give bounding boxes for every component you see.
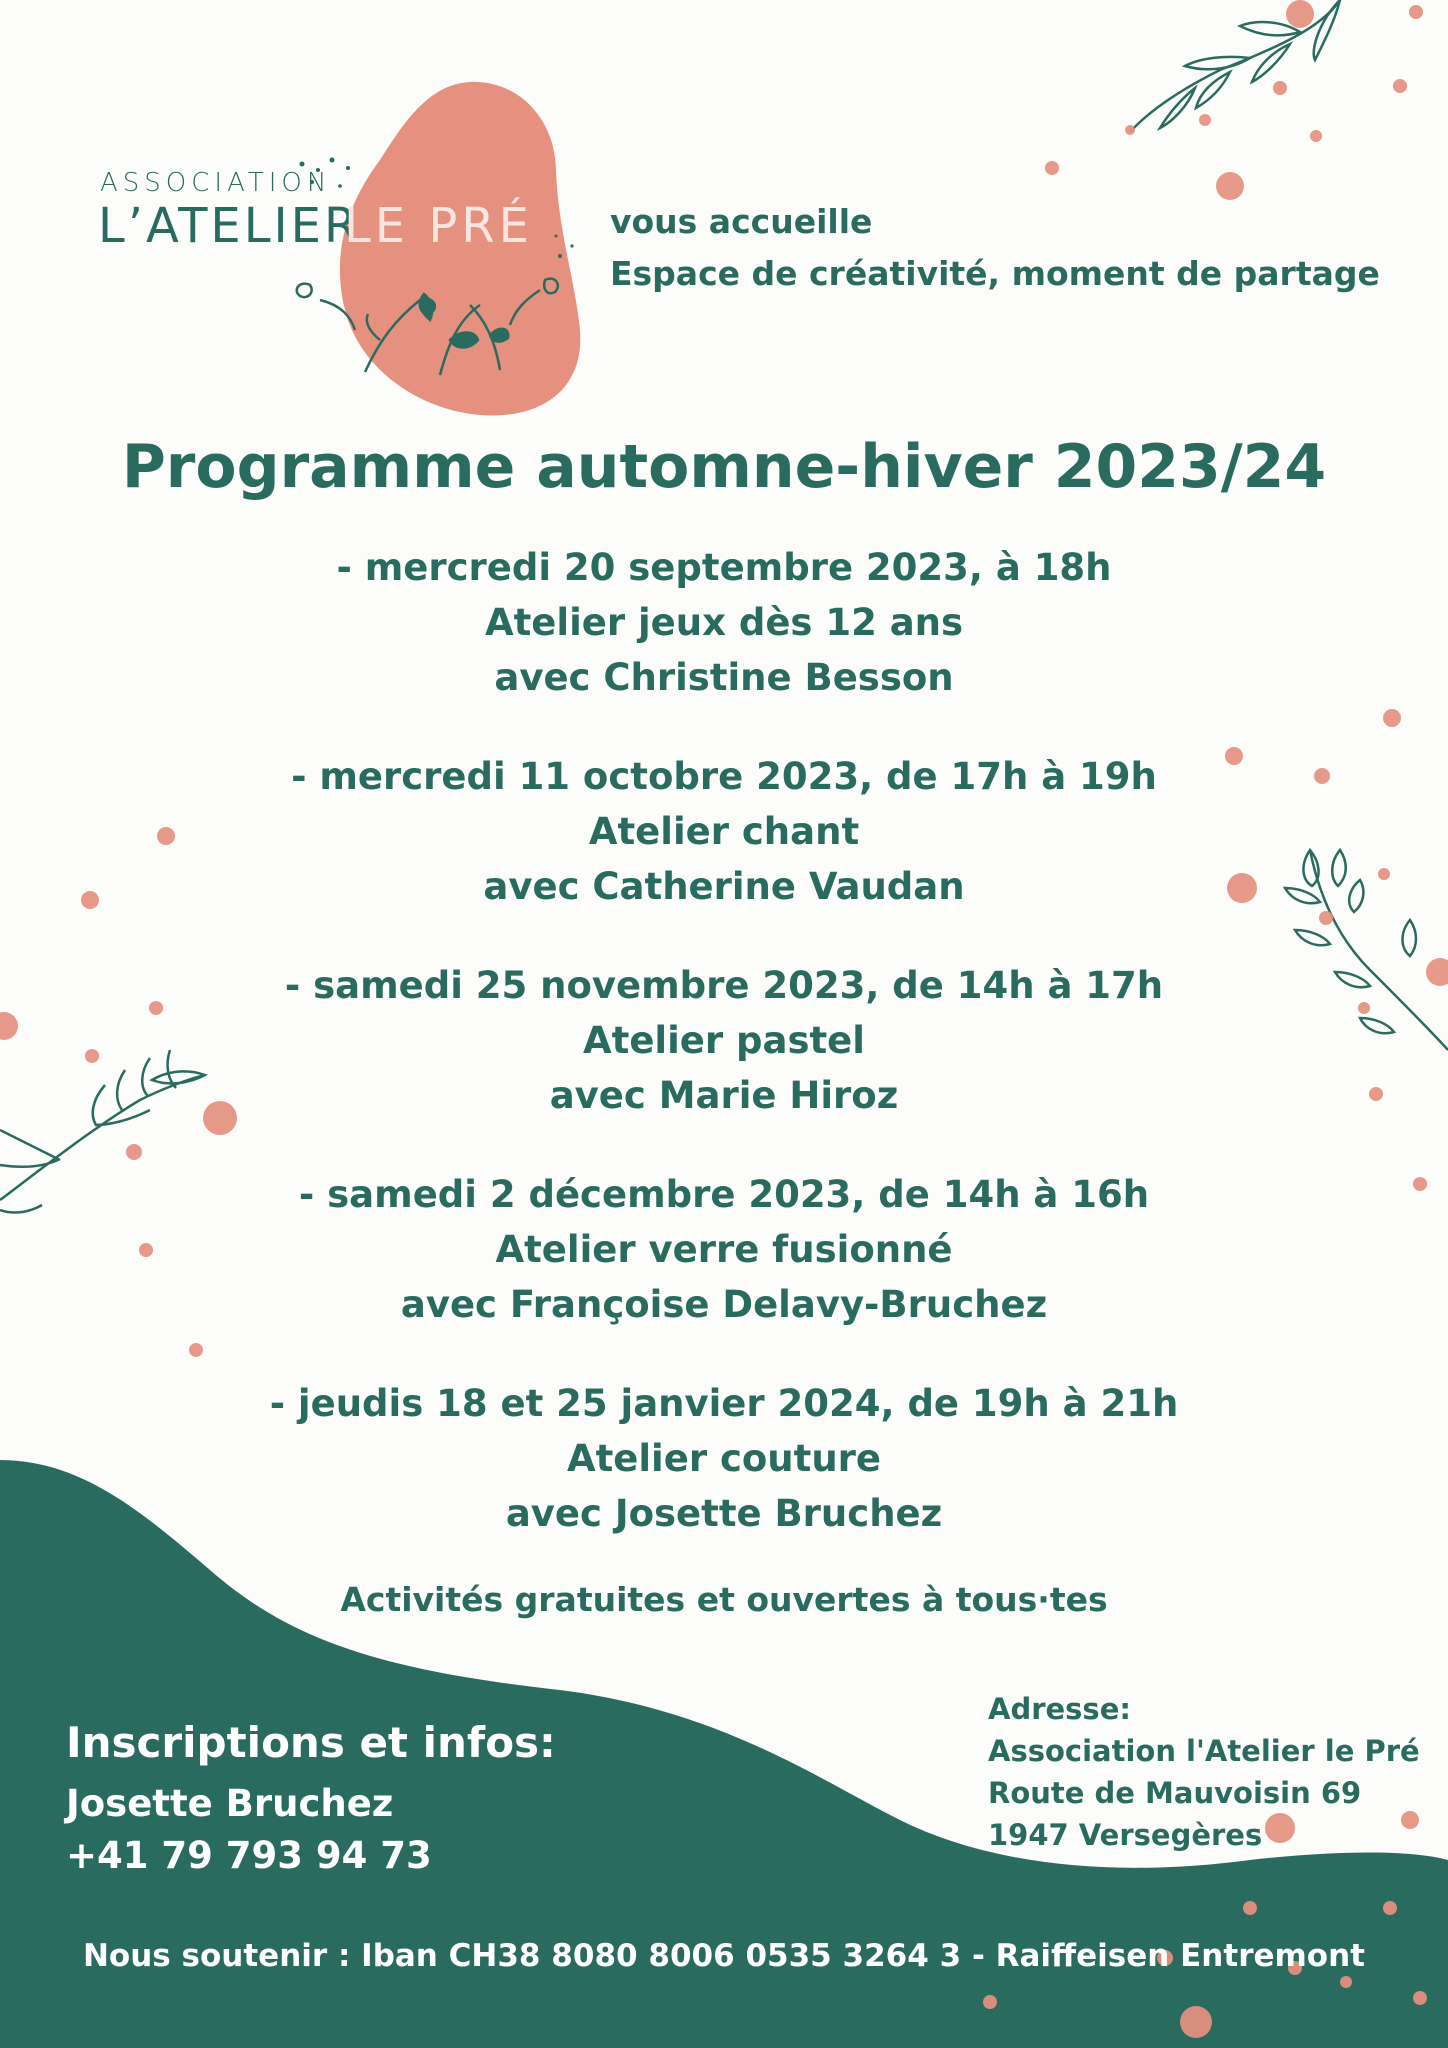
event-date: - samedi 25 novembre 2023, de 14h à 17h xyxy=(284,964,1164,1007)
event-list xyxy=(0,540,1448,1585)
address-line-2: Route de Mauvoisin 69 xyxy=(988,1776,1362,1810)
event-activity: Atelier jeux dès 12 ans xyxy=(484,601,964,644)
address-block xyxy=(988,1688,1420,1856)
event-activity: Atelier chant xyxy=(588,810,860,853)
event-item xyxy=(0,749,1448,914)
contact-phone: +41 79 793 94 73 xyxy=(66,1834,432,1877)
event-host: avec Marie Hiroz xyxy=(549,1074,899,1117)
event-date: - mercredi 11 octobre 2023, de 17h à 19h xyxy=(291,755,1157,798)
tagline-line-1: vous accueille xyxy=(610,202,873,241)
event-date: - samedi 2 décembre 2023, de 14h à 16h xyxy=(298,1173,1150,1216)
logo-lepre-text: LE PRÉ xyxy=(344,198,533,254)
event-activity: Atelier pastel xyxy=(583,1019,865,1062)
address-line-3: 1947 Versegères xyxy=(988,1818,1263,1852)
logo-atelier-text: L’ATELIER xyxy=(98,198,361,254)
event-host: avec Françoise Delavy-Bruchez xyxy=(400,1283,1048,1326)
event-host: avec Catherine Vaudan xyxy=(483,865,965,908)
inscriptions-heading: Inscriptions et infos: xyxy=(66,1718,556,1767)
page-title: Programme automne-hiver 2023/24 xyxy=(121,432,1327,502)
event-date: - jeudis 18 et 25 janvier 2024, de 19h à 21h xyxy=(269,1382,1179,1425)
event-host: avec Josette Bruchez xyxy=(505,1492,943,1535)
event-activity: Atelier verre fusionné xyxy=(495,1228,953,1271)
event-date: - mercredi 20 septembre 2023, à 18h xyxy=(336,546,1112,589)
logo-association-text: ASSOCIATION xyxy=(100,168,332,198)
address-label: Adresse: xyxy=(988,1692,1131,1726)
event-item xyxy=(0,540,1448,705)
contact-name: Josette Bruchez xyxy=(66,1782,394,1825)
event-host: avec Christine Besson xyxy=(494,656,954,699)
event-activity: Atelier couture xyxy=(566,1437,882,1480)
event-item xyxy=(0,958,1448,1123)
tagline xyxy=(610,196,1380,300)
address-line-1: Association l'Atelier le Pré xyxy=(988,1734,1420,1768)
event-item xyxy=(0,1167,1448,1332)
free-activities-note: Activités gratuites et ouvertes à tous·tes xyxy=(340,1580,1108,1619)
event-item xyxy=(0,1376,1448,1541)
tagline-line-2: Espace de créativité, moment de partage xyxy=(610,254,1380,293)
support-iban: Nous soutenir : Iban CH38 8080 8006 0535 3264 3 - Raiffeisen Entremont xyxy=(82,1938,1365,1974)
